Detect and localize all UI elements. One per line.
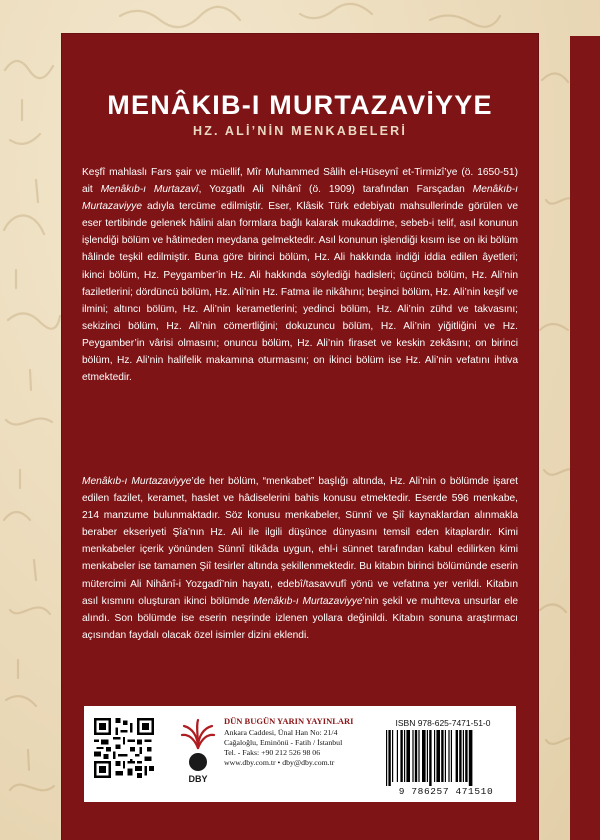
publisher-info-box	[84, 706, 516, 802]
book-title: MENÂKIB-I MURTAZAVİYYE	[107, 90, 493, 120]
isbn-label: ISBN 978-625-7471-51-0	[395, 718, 491, 728]
barcode-digits: 9 786257 471510	[398, 786, 494, 797]
publisher-logo-text: DBY	[188, 774, 208, 784]
description-paragraph-1: Keşfî mahlaslı Fars şair ve müellif, Mîr Muhammed Sâlih el-Hüseynî et-Tirmizî’ye (ö. 1650-51) ait Menâkıb-ı Murtazavî, Yozgatlı Ali Nihânî (ö. 1909) tarafından Farsçadan Menâkıb-ı Murtazaviyye adıyla tercüme edilmiştir. Eser, Klâsik Türk edebiyatı mahsullerinde görülen ve eser tertibinde gelenek hâlini alan formlara bağlı kalarak mukaddime, sebeb-i telif, asıl konunun işlendiği bölüm ve hâtimeden meydana gelmektedir. Asıl konunun işlendiği kısım ise on iki bölüm hâlinde teşkil edilmiştir. Buna göre birinci bölüm, Hz. Ali hakkında indiği iddia edilen âyetleri; ikinci bölüm, Hz. Peygamber’in Hz. Ali hakkında söylediği hadisleri; üçüncü bölüm, Hz. Ali’nin faziletlerini; dördüncü bölüm, Hz. Ali’nin Hz. Fatma ile nikâhını; beşinci bölüm, Hz. Ali’nin keşif ve ilmini; altıncı bölüm, Hz. Ali’nin kerametlerini; yedinci bölüm, Hz. Ali’nin zühd ve takvasını; sekizinci bölüm, Hz. Ali’nin cömertliğini; dokuzuncu bölüm, Hz. Ali’nin yiğitliğini ve Hz. Peygamber’in vârisi olmasını; onuncu bölüm, Hz. Ali’nin firaset ve keskin zekâsını; on birinci bölüm, Hz. Ali’nin halifelik makamına oturmasını; on ikinci bölüm ise Hz. Ali’nin vefatını ihtiva etmektedir.	[82, 167, 519, 384]
publisher-details	[224, 716, 384, 768]
publisher-logo-icon	[178, 718, 218, 788]
publisher-phone: Tel. - Faks: +90 212 526 98 06	[224, 748, 321, 757]
publisher-address-line-2: Cağaloğlu, Eminönü - Fatih / İstanbul	[224, 738, 343, 747]
adjacent-cover-edge	[570, 36, 600, 840]
qr-code-icon[interactable]	[94, 718, 154, 778]
barcode-icon	[384, 730, 508, 786]
back-cover	[62, 34, 538, 840]
description-paragraph-2: Menâkıb-ı Murtazaviyye’de her bölüm, “menkabet” başlığı altında, Hz. Ali’nin o bölümde işaret edilen fazilet, keramet, haslet ve hâdiselerini bahis konusu etmektedir. Eserde 596 menkabe, 214 manzume bulunmaktadır. Söz konusu menkabeler, Sünnî ve Şiî kaynaklardan alınmakla beraber ekseriyeti Şîa’nın Hz. Ali ile ilgili düşünce dünyasını temsil eden kitaplardır. Kimi menkabeler içerik yönünden Sünnî itikâda uygun, ehl-i sünnet tarafından kabul edilirken kimi menkabeler ise tamamen Şiî tesirler altında şekillenmektedir. Bu kitabın birinci bölümünde eserin mütercimi Ali Nihânî-i Yozgadî’nin hayatı, edebî/tasavvufî yönü ve vefatına yer verildi. Kitabın asıl kısmını oluşturan ikinci bölümde Menâkıb-ı Murtazaviyye’nin şekil ve muhteva unsurlar ele alındı. Son bölümde ise eserin neşrinde izlenen yollara değinildi. Kitabın sonuna araştırmacı açısından faydalı olacak özel isimler dizini eklendi.	[82, 476, 519, 641]
publisher-address-line-1: Ankara Caddesi, Ünal Han No: 21/4	[224, 728, 338, 737]
publisher-name: DÜN BUGÜN YARIN YAYINLARI	[224, 716, 354, 726]
publisher-web[interactable]: www.dby.com.tr • dby@dby.com.tr	[224, 758, 335, 767]
book-subtitle: HZ. ALİ’NİN MENKABELERİ	[192, 124, 408, 138]
